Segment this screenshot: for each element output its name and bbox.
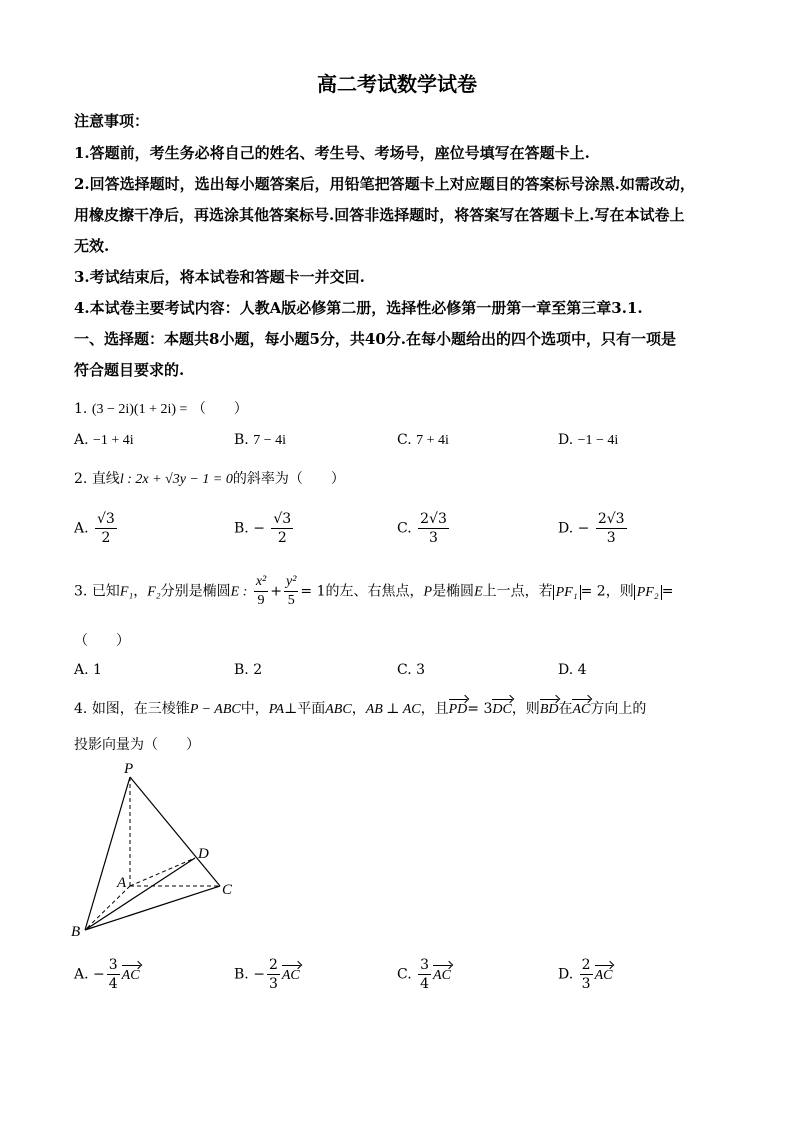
label-d: D (198, 846, 209, 862)
option-sign: − (253, 520, 265, 537)
option-label: A. (74, 432, 89, 448)
segment-pa: PA (268, 702, 285, 717)
fraction-numerator: x² (254, 573, 268, 592)
fraction-denominator: 4 (108, 976, 118, 992)
q4-line-2: 投影向量为（ ） (74, 737, 200, 753)
q4-option-d[interactable] (558, 956, 612, 993)
q4-equals: = 3 (467, 701, 493, 717)
plane-abc: ABC (325, 702, 352, 717)
q2-prefix: 直线 (91, 471, 120, 487)
question-2 (74, 468, 345, 488)
plus-sign: + (270, 583, 282, 600)
option-label: D. (558, 432, 574, 448)
option-text: 4 (577, 662, 587, 678)
edge-pc (130, 777, 220, 886)
q1-blank: （ ） (191, 401, 248, 417)
vector-dc: DC (492, 702, 512, 717)
q3-text: 上一点，若 (482, 583, 553, 600)
q4-text: ，且 (420, 701, 449, 717)
q2-option-d[interactable] (558, 510, 629, 547)
section-heading-cont: 符合题目要求的. (74, 361, 185, 379)
page-title: 高二考试数学试卷 (317, 72, 477, 96)
option-fraction (107, 956, 120, 993)
fraction-numerator: 3 (420, 957, 430, 973)
ellipse-frac-y (284, 573, 298, 610)
label-b: B (71, 924, 81, 940)
fraction-numerator: y² (284, 573, 298, 592)
vector-ac: AC (594, 967, 613, 983)
q3-text: = (661, 583, 674, 600)
option-text: 2 (253, 662, 263, 678)
q2-option-c[interactable] (397, 510, 451, 547)
q3-text: ，则 (605, 583, 634, 600)
option-fraction (418, 510, 449, 547)
label-p: P (124, 761, 134, 777)
abs-pf2: PF₂ (634, 585, 662, 600)
notice-item-3: 3.考试结束后，将本试卷和答题卡一并交回. (74, 268, 365, 286)
q1-option-c[interactable] (397, 432, 449, 449)
q1-number: 1. (74, 401, 88, 417)
q4-text: 中， (240, 701, 269, 717)
label-a: A (117, 875, 127, 891)
option-text: −1 − 4i (577, 433, 619, 448)
option-label: D. (558, 966, 574, 983)
q1-expression: (3 − 2i)(1 + 2i) = (91, 402, 188, 417)
option-fraction (580, 956, 593, 993)
fraction-numerator: 2 (581, 957, 591, 973)
vector-ac: AC (433, 967, 451, 983)
fraction-numerator: 2 (268, 957, 278, 973)
option-text: 7 − 4i (253, 433, 286, 448)
fraction-numerator: 2√3 (420, 511, 447, 527)
notice-item-4: 4.本试卷主要考试内容：人教A版必修第二册，选择性必修第一册第一章至第三章3.1. (74, 299, 643, 317)
q4-text: 如图，在三棱锥 (91, 701, 190, 717)
q4-text: 方向上的 (590, 701, 647, 717)
q4-option-c[interactable] (397, 956, 451, 993)
abs-pf1: PF₁ (553, 585, 581, 600)
section-heading: 一、选择题：本题共8小题，每小题5分，共40分.在每小题给出的四个选项中，只有一项是 (74, 330, 676, 348)
q4-text: ， (351, 701, 366, 717)
vector-bd: BD (539, 702, 559, 717)
q2-suffix: 的斜率为（ ） (232, 471, 345, 487)
fraction-denominator: 2 (101, 530, 111, 546)
question-4 (74, 698, 646, 718)
option-label: A. (74, 662, 89, 678)
vector-ac: AC (121, 967, 140, 983)
q1-option-d[interactable] (558, 432, 618, 449)
tetrahedron-figure (60, 755, 260, 945)
q3-value: = 2 (580, 583, 606, 600)
option-fraction (596, 510, 627, 547)
notice-item-2-cont: 用橡皮擦干净后，再选涂其他答案标号.回答非选择题时，将答案写在答题卡上.写在本试卷上 (74, 206, 685, 224)
question-1 (74, 398, 248, 418)
notice-item-2-end: 无效. (74, 237, 110, 255)
q4-number: 4. (74, 701, 88, 717)
option-label: D. (558, 520, 574, 537)
option-label: A. (74, 966, 89, 983)
ab-perp-ac: AB ⊥ AC (365, 702, 421, 717)
option-label: C. (397, 662, 412, 678)
q4-text: ⊥平面 (284, 701, 326, 717)
q3-option-c[interactable] (397, 662, 425, 678)
question-3 (74, 573, 673, 610)
fraction-denominator: 3 (429, 530, 438, 546)
fraction-denominator: 9 (257, 593, 265, 608)
q3-option-b[interactable] (234, 662, 262, 678)
q4-option-b[interactable] (234, 956, 300, 993)
option-fraction (271, 510, 293, 547)
q1-option-b[interactable] (234, 432, 286, 449)
q2-option-b[interactable] (234, 510, 295, 547)
vector-ac: AC (281, 967, 300, 983)
label-c: C (222, 882, 233, 898)
notice-item-1: 1.答题前，考生务必将自己的姓名、考生号、考场号，座位号填写在答题卡上. (74, 144, 590, 162)
option-text: 7 + 4i (416, 433, 449, 448)
point-p: P (423, 584, 433, 600)
option-label: B. (234, 432, 249, 448)
edge-ad-hidden (130, 858, 195, 886)
vector-ac: AC (572, 702, 591, 717)
pyramid-name: P − ABC (189, 702, 241, 717)
option-text: −1 + 4i (93, 433, 134, 448)
option-label: C. (397, 966, 412, 983)
fraction-denominator: 3 (581, 976, 591, 992)
fraction-denominator: 2 (277, 530, 287, 546)
q3-text: 分别是椭圆 (160, 583, 231, 600)
q3-text: ， (133, 583, 148, 600)
fraction-numerator: √3 (273, 511, 292, 527)
q4-option-a[interactable] (74, 956, 140, 993)
fraction-numerator: 3 (108, 957, 118, 973)
option-text: 1 (93, 662, 102, 678)
q3-text: 是椭圆 (432, 583, 475, 600)
q3-option-d[interactable] (558, 662, 587, 678)
fraction-denominator: 5 (287, 593, 295, 608)
option-fraction (418, 956, 431, 993)
q2-line-equation: l : 2x + √3y − 1 = 0 (119, 472, 233, 487)
q3-number: 3. (74, 583, 88, 600)
option-label: C. (397, 432, 412, 448)
edge-pb (85, 777, 130, 930)
fraction-numerator: √3 (97, 511, 115, 527)
fraction-numerator: 2√3 (597, 511, 625, 527)
option-sign: − (93, 966, 105, 983)
q4-text: ，则 (511, 701, 540, 717)
option-label: A. (74, 520, 89, 537)
edge-bd (85, 858, 195, 930)
q3-blank: （ ） (74, 633, 130, 649)
option-label: C. (397, 520, 412, 537)
notice-item-2: 2.回答选择题时，选出每小题答案后，用铅笔把答题卡上对应题目的答案标号涂黑.如需改动， (74, 175, 695, 193)
q3-text: 的左、右焦点， (325, 583, 424, 600)
focus-f1: F₁ (119, 584, 134, 600)
q3-text: 已知 (91, 583, 120, 600)
option-fraction (267, 956, 280, 993)
option-label: B. (234, 662, 249, 678)
fraction-denominator: 4 (420, 976, 430, 992)
option-fraction (95, 510, 117, 547)
option-sign: − (577, 520, 590, 537)
q3-option-a[interactable] (74, 662, 102, 678)
option-label: D. (558, 662, 574, 678)
focus-f2: F₂ (147, 584, 161, 600)
fraction-denominator: 3 (606, 530, 616, 546)
option-sign: − (253, 966, 265, 983)
ellipse-e: E (474, 584, 483, 600)
q1-option-a[interactable] (74, 432, 134, 449)
fraction-denominator: 3 (268, 976, 278, 992)
ellipse-name: E : (230, 584, 248, 600)
edge-bc (85, 886, 220, 930)
vector-pd: PD (448, 702, 468, 717)
ellipse-frac-x (254, 573, 268, 610)
notice-heading: 注意事项： (74, 112, 150, 130)
option-text: 3 (416, 662, 426, 678)
equals-one: = 1 (300, 583, 326, 600)
q2-option-a[interactable] (74, 510, 119, 547)
option-label: B. (234, 520, 249, 537)
q4-text: 在 (558, 701, 573, 717)
q2-number: 2. (74, 471, 88, 487)
option-label: B. (234, 966, 249, 983)
